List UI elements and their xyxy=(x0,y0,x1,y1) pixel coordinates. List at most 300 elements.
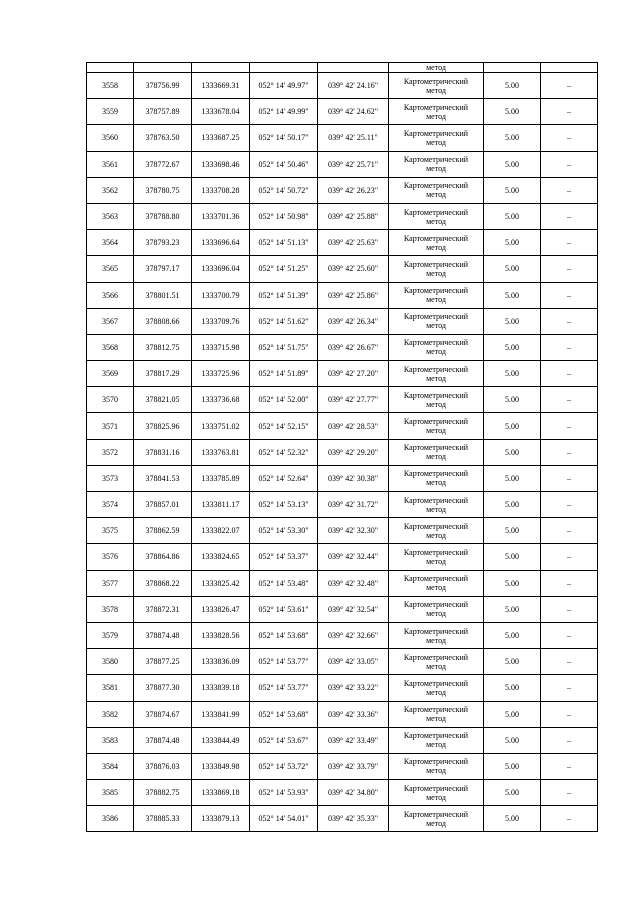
longitude-cell: 039° 42' 27.20" xyxy=(318,361,389,387)
y-coordinate-cell: 1333785.89 xyxy=(192,465,250,491)
method-line-2: метод xyxy=(426,164,446,174)
method-line-1: Картометрический xyxy=(403,155,469,165)
note-cell: – xyxy=(541,544,598,570)
point-number-cell: 3586 xyxy=(87,806,134,832)
method-line-1: Картометрический xyxy=(403,417,469,427)
table-cell xyxy=(484,63,541,73)
method-cell xyxy=(389,727,484,753)
y-coordinate-cell: 1333700.79 xyxy=(192,282,250,308)
table-row xyxy=(87,151,598,177)
accuracy-cell: 5.00 xyxy=(484,256,541,282)
method-line-2: метод xyxy=(426,347,446,357)
method-line-1: Картометрический xyxy=(403,102,469,112)
note-cell: – xyxy=(541,780,598,806)
latitude-cell: 052° 14' 50.72" xyxy=(250,177,318,203)
x-coordinate-cell: 378877.30 xyxy=(134,675,192,701)
coordinates-table xyxy=(86,62,598,832)
method-line-2: метод xyxy=(426,635,446,645)
method-line-1: Картометрический xyxy=(403,731,469,741)
longitude-cell: 039° 42' 32.54" xyxy=(318,596,389,622)
y-coordinate-cell: 1333822.07 xyxy=(192,518,250,544)
method-line-1: Картометрический xyxy=(403,678,469,688)
latitude-cell: 052° 14' 49.97" xyxy=(250,73,318,99)
accuracy-cell: 5.00 xyxy=(484,806,541,832)
point-number-cell: 3582 xyxy=(87,701,134,727)
x-coordinate-cell: 378872.31 xyxy=(134,596,192,622)
table-row xyxy=(87,203,598,229)
note-cell: – xyxy=(541,99,598,125)
method-line-2: метод xyxy=(426,321,446,331)
method-cell xyxy=(389,649,484,675)
method-line-2: метод xyxy=(426,714,446,724)
table-row-continuation xyxy=(87,63,598,73)
accuracy-cell: 5.00 xyxy=(484,151,541,177)
point-number-cell: 3561 xyxy=(87,151,134,177)
x-coordinate-cell: 378841.53 xyxy=(134,465,192,491)
method-line-2: метод xyxy=(426,687,446,697)
point-number-cell: 3567 xyxy=(87,308,134,334)
x-coordinate-cell: 378756.99 xyxy=(134,73,192,99)
note-cell: – xyxy=(541,177,598,203)
method-line-2: метод xyxy=(426,295,446,305)
y-coordinate-cell: 1333839.18 xyxy=(192,675,250,701)
table-row xyxy=(87,256,598,282)
accuracy-cell: 5.00 xyxy=(484,282,541,308)
table-row xyxy=(87,622,598,648)
x-coordinate-cell: 378808.66 xyxy=(134,308,192,334)
note-cell: – xyxy=(541,256,598,282)
note-cell: – xyxy=(541,151,598,177)
accuracy-cell: 5.00 xyxy=(484,361,541,387)
x-coordinate-cell: 378821.05 xyxy=(134,387,192,413)
longitude-cell: 039° 42' 26.23" xyxy=(318,177,389,203)
point-number-cell: 3575 xyxy=(87,518,134,544)
y-coordinate-cell: 1333678.04 xyxy=(192,99,250,125)
point-number-cell: 3559 xyxy=(87,99,134,125)
point-number-cell: 3565 xyxy=(87,256,134,282)
table-row xyxy=(87,230,598,256)
method-line-2: метод xyxy=(426,583,446,593)
longitude-cell: 039° 42' 27.77" xyxy=(318,387,389,413)
x-coordinate-cell: 378874.48 xyxy=(134,622,192,648)
accuracy-cell: 5.00 xyxy=(484,439,541,465)
note-cell: – xyxy=(541,413,598,439)
point-number-cell: 3570 xyxy=(87,387,134,413)
y-coordinate-cell: 1333844.49 xyxy=(192,727,250,753)
method-line-1: Картометрический xyxy=(403,312,469,322)
longitude-cell: 039° 42' 32.44" xyxy=(318,544,389,570)
table-row xyxy=(87,780,598,806)
table-cell xyxy=(250,63,318,73)
longitude-cell: 039° 42' 33.05" xyxy=(318,649,389,675)
method-cell xyxy=(389,361,484,387)
latitude-cell: 052° 14' 51.39" xyxy=(250,282,318,308)
method-cell xyxy=(389,387,484,413)
longitude-cell: 039° 42' 25.71" xyxy=(318,151,389,177)
accuracy-cell: 5.00 xyxy=(484,649,541,675)
table-row xyxy=(87,806,598,832)
point-number-cell: 3584 xyxy=(87,753,134,779)
method-cell xyxy=(389,439,484,465)
method-line-1: Картометрический xyxy=(403,364,469,374)
note-cell: – xyxy=(541,570,598,596)
longitude-cell: 039° 42' 24.62" xyxy=(318,99,389,125)
method-cell xyxy=(389,675,484,701)
note-cell: – xyxy=(541,753,598,779)
note-cell: – xyxy=(541,596,598,622)
method-line-2: метод xyxy=(426,373,446,383)
y-coordinate-cell: 1333811.17 xyxy=(192,492,250,518)
longitude-cell: 039° 42' 24.16" xyxy=(318,73,389,99)
note-cell: – xyxy=(541,518,598,544)
note-cell: – xyxy=(541,308,598,334)
latitude-cell: 052° 14' 51.89" xyxy=(250,361,318,387)
method-line-2: метод xyxy=(426,426,446,436)
method-cell xyxy=(389,230,484,256)
table-row xyxy=(87,727,598,753)
x-coordinate-cell: 378793.23 xyxy=(134,230,192,256)
table-row xyxy=(87,753,598,779)
latitude-cell: 052° 14' 50.98" xyxy=(250,203,318,229)
y-coordinate-cell: 1333698.46 xyxy=(192,151,250,177)
table-row xyxy=(87,465,598,491)
y-coordinate-cell: 1333836.09 xyxy=(192,649,250,675)
method-line-2: метод xyxy=(426,740,446,750)
method-cell xyxy=(389,544,484,570)
y-coordinate-cell: 1333669.31 xyxy=(192,73,250,99)
longitude-cell: 039° 42' 34.80" xyxy=(318,780,389,806)
latitude-cell: 052° 14' 53.77" xyxy=(250,649,318,675)
y-coordinate-cell: 1333825.42 xyxy=(192,570,250,596)
method-cell xyxy=(389,413,484,439)
point-number-cell: 3572 xyxy=(87,439,134,465)
table-row xyxy=(87,125,598,151)
point-number-cell: 3576 xyxy=(87,544,134,570)
longitude-cell: 039° 42' 26.34" xyxy=(318,308,389,334)
longitude-cell: 039° 42' 25.63" xyxy=(318,230,389,256)
method-cell xyxy=(389,518,484,544)
note-cell: – xyxy=(541,675,598,701)
longitude-cell: 039° 42' 33.22" xyxy=(318,675,389,701)
accuracy-cell: 5.00 xyxy=(484,230,541,256)
point-number-cell: 3579 xyxy=(87,622,134,648)
point-number-cell: 3573 xyxy=(87,465,134,491)
method-line-1: Картометрический xyxy=(403,652,469,662)
method-line-1: Картометрический xyxy=(403,469,469,479)
x-coordinate-cell: 378780.75 xyxy=(134,177,192,203)
longitude-cell: 039° 42' 32.66" xyxy=(318,622,389,648)
accuracy-cell: 5.00 xyxy=(484,177,541,203)
x-coordinate-cell: 378831.16 xyxy=(134,439,192,465)
method-line-1: Картометрический xyxy=(403,233,469,243)
y-coordinate-cell: 1333715.98 xyxy=(192,334,250,360)
note-cell: – xyxy=(541,727,598,753)
table-row xyxy=(87,701,598,727)
y-coordinate-cell: 1333736.68 xyxy=(192,387,250,413)
accuracy-cell: 5.00 xyxy=(484,518,541,544)
y-coordinate-cell: 1333751.02 xyxy=(192,413,250,439)
y-coordinate-cell: 1333725.96 xyxy=(192,361,250,387)
table-row xyxy=(87,492,598,518)
table-cell xyxy=(541,63,598,73)
method-line-2: метод xyxy=(426,792,446,802)
latitude-cell: 052° 14' 53.30" xyxy=(250,518,318,544)
method-cell xyxy=(389,308,484,334)
method-cell xyxy=(389,492,484,518)
latitude-cell: 052° 14' 54.01" xyxy=(250,806,318,832)
point-number-cell: 3562 xyxy=(87,177,134,203)
point-number-cell: 3578 xyxy=(87,596,134,622)
longitude-cell: 039° 42' 35.33" xyxy=(318,806,389,832)
x-coordinate-cell: 378825.96 xyxy=(134,413,192,439)
point-number-cell: 3569 xyxy=(87,361,134,387)
latitude-cell: 052° 14' 52.15" xyxy=(250,413,318,439)
table-row xyxy=(87,675,598,701)
table-row xyxy=(87,177,598,203)
longitude-cell: 039° 42' 32.30" xyxy=(318,518,389,544)
x-coordinate-cell: 378868.22 xyxy=(134,570,192,596)
note-cell: – xyxy=(541,701,598,727)
method-line-2: метод xyxy=(426,137,446,147)
method-line-1: Картометрический xyxy=(403,783,469,793)
method-cell xyxy=(389,780,484,806)
x-coordinate-cell: 378801.51 xyxy=(134,282,192,308)
method-line-1: Картометрический xyxy=(403,443,469,453)
method-line-1: Картометрический xyxy=(403,757,469,767)
method-line-2: метод xyxy=(426,818,446,828)
note-cell: – xyxy=(541,622,598,648)
point-number-cell: 3580 xyxy=(87,649,134,675)
method-line-2: метод xyxy=(426,530,446,540)
point-number-cell: 3577 xyxy=(87,570,134,596)
x-coordinate-cell: 378864.86 xyxy=(134,544,192,570)
point-number-cell: 3583 xyxy=(87,727,134,753)
point-number-cell: 3558 xyxy=(87,73,134,99)
longitude-cell: 039° 42' 29.20" xyxy=(318,439,389,465)
note-cell: – xyxy=(541,387,598,413)
accuracy-cell: 5.00 xyxy=(484,308,541,334)
note-cell: – xyxy=(541,73,598,99)
latitude-cell: 052° 14' 53.67" xyxy=(250,727,318,753)
accuracy-cell: 5.00 xyxy=(484,701,541,727)
note-cell: – xyxy=(541,492,598,518)
point-number-cell: 3581 xyxy=(87,675,134,701)
method-line-1: Картометрический xyxy=(403,495,469,505)
point-number-cell: 3571 xyxy=(87,413,134,439)
point-number-cell: 3560 xyxy=(87,125,134,151)
method-cell xyxy=(389,73,484,99)
method-line-2: метод xyxy=(426,766,446,776)
longitude-cell: 039° 42' 25.88" xyxy=(318,203,389,229)
note-cell: – xyxy=(541,806,598,832)
method-cell xyxy=(389,151,484,177)
table-row xyxy=(87,282,598,308)
table-row xyxy=(87,361,598,387)
y-coordinate-cell: 1333696.64 xyxy=(192,230,250,256)
accuracy-cell: 5.00 xyxy=(484,596,541,622)
table-row xyxy=(87,73,598,99)
accuracy-cell: 5.00 xyxy=(484,334,541,360)
method-line-1: Картометрический xyxy=(403,207,469,217)
longitude-cell: 039° 42' 30.38" xyxy=(318,465,389,491)
method-cell xyxy=(389,753,484,779)
longitude-cell: 039° 42' 26.67" xyxy=(318,334,389,360)
accuracy-cell: 5.00 xyxy=(484,570,541,596)
y-coordinate-cell: 1333708.28 xyxy=(192,177,250,203)
longitude-cell: 039° 42' 31.72" xyxy=(318,492,389,518)
method-line-1: Картометрический xyxy=(403,547,469,557)
table-row xyxy=(87,439,598,465)
note-cell: – xyxy=(541,465,598,491)
y-coordinate-cell: 1333687.25 xyxy=(192,125,250,151)
table-row xyxy=(87,99,598,125)
y-coordinate-cell: 1333763.81 xyxy=(192,439,250,465)
table-cell xyxy=(192,63,250,73)
y-coordinate-cell: 1333824.65 xyxy=(192,544,250,570)
accuracy-cell: 5.00 xyxy=(484,413,541,439)
note-cell: – xyxy=(541,334,598,360)
method-cell xyxy=(389,282,484,308)
table-row xyxy=(87,544,598,570)
accuracy-cell: 5.00 xyxy=(484,753,541,779)
note-cell: – xyxy=(541,649,598,675)
method-cell xyxy=(389,622,484,648)
longitude-cell: 039° 42' 28.53" xyxy=(318,413,389,439)
longitude-cell: 039° 42' 33.36" xyxy=(318,701,389,727)
latitude-cell: 052° 14' 53.68" xyxy=(250,622,318,648)
method-cell xyxy=(389,177,484,203)
x-coordinate-cell: 378757.89 xyxy=(134,99,192,125)
latitude-cell: 052° 14' 53.93" xyxy=(250,780,318,806)
note-cell: – xyxy=(541,203,598,229)
method-line-1: Картометрический xyxy=(403,626,469,636)
method-line-2: метод xyxy=(426,216,446,226)
longitude-cell: 039° 42' 32.48" xyxy=(318,570,389,596)
note-cell: – xyxy=(541,439,598,465)
note-cell: – xyxy=(541,361,598,387)
method-line-1: Картометрический xyxy=(403,521,469,531)
x-coordinate-cell: 378772.67 xyxy=(134,151,192,177)
method-cell xyxy=(389,99,484,125)
method-line-2: метод xyxy=(426,268,446,278)
note-cell: – xyxy=(541,282,598,308)
latitude-cell: 052° 14' 53.37" xyxy=(250,544,318,570)
x-coordinate-cell: 378812.75 xyxy=(134,334,192,360)
method-line-2: метод xyxy=(426,399,446,409)
x-coordinate-cell: 378874.48 xyxy=(134,727,192,753)
x-coordinate-cell: 378877.25 xyxy=(134,649,192,675)
accuracy-cell: 5.00 xyxy=(484,622,541,648)
longitude-cell: 039° 42' 33.79" xyxy=(318,753,389,779)
latitude-cell: 052° 14' 53.77" xyxy=(250,675,318,701)
latitude-cell: 052° 14' 53.13" xyxy=(250,492,318,518)
table-row xyxy=(87,570,598,596)
method-line-2: метод xyxy=(426,504,446,514)
accuracy-cell: 5.00 xyxy=(484,492,541,518)
method-line-1: Картометрический xyxy=(403,809,469,819)
x-coordinate-cell: 378876.03 xyxy=(134,753,192,779)
latitude-cell: 052° 14' 52.64" xyxy=(250,465,318,491)
table-row xyxy=(87,308,598,334)
accuracy-cell: 5.00 xyxy=(484,780,541,806)
accuracy-cell: 5.00 xyxy=(484,675,541,701)
accuracy-cell: 5.00 xyxy=(484,387,541,413)
latitude-cell: 052° 14' 50.17" xyxy=(250,125,318,151)
table-row xyxy=(87,518,598,544)
method-line-1: Картометрический xyxy=(403,181,469,191)
latitude-cell: 052° 14' 51.75" xyxy=(250,334,318,360)
x-coordinate-cell: 378862.59 xyxy=(134,518,192,544)
accuracy-cell: 5.00 xyxy=(484,73,541,99)
note-cell: – xyxy=(541,125,598,151)
longitude-cell: 039° 42' 25.86" xyxy=(318,282,389,308)
latitude-cell: 052° 14' 52.00" xyxy=(250,387,318,413)
method-line-1: Картометрический xyxy=(403,76,469,86)
point-number-cell: 3574 xyxy=(87,492,134,518)
method-line-2: метод xyxy=(426,242,446,252)
table-row xyxy=(87,387,598,413)
note-cell: – xyxy=(541,230,598,256)
table-row xyxy=(87,649,598,675)
point-number-cell: 3564 xyxy=(87,230,134,256)
method-line-1: Картометрический xyxy=(403,286,469,296)
table-cell xyxy=(134,63,192,73)
x-coordinate-cell: 378817.29 xyxy=(134,361,192,387)
x-coordinate-cell: 378797.17 xyxy=(134,256,192,282)
latitude-cell: 052° 14' 52.32" xyxy=(250,439,318,465)
longitude-cell: 039° 42' 25.11" xyxy=(318,125,389,151)
latitude-cell: 052° 14' 51.13" xyxy=(250,230,318,256)
table-row xyxy=(87,334,598,360)
method-cell xyxy=(389,465,484,491)
point-number-cell: 3566 xyxy=(87,282,134,308)
method-line-2: метод xyxy=(426,609,446,619)
method-cell xyxy=(389,806,484,832)
latitude-cell: 052° 14' 53.48" xyxy=(250,570,318,596)
method-cell-tail: метод xyxy=(389,63,484,73)
accuracy-cell: 5.00 xyxy=(484,125,541,151)
y-coordinate-cell: 1333841.99 xyxy=(192,701,250,727)
accuracy-cell: 5.00 xyxy=(484,203,541,229)
latitude-cell: 052° 14' 53.61" xyxy=(250,596,318,622)
y-coordinate-cell: 1333828.56 xyxy=(192,622,250,648)
x-coordinate-cell: 378857.01 xyxy=(134,492,192,518)
table-row xyxy=(87,413,598,439)
method-cell xyxy=(389,596,484,622)
method-cell xyxy=(389,701,484,727)
method-cell xyxy=(389,570,484,596)
y-coordinate-cell: 1333826.47 xyxy=(192,596,250,622)
method-line-2: метод xyxy=(426,661,446,671)
accuracy-cell: 5.00 xyxy=(484,544,541,570)
longitude-cell: 039° 42' 33.49" xyxy=(318,727,389,753)
y-coordinate-cell: 1333709.76 xyxy=(192,308,250,334)
method-line-2: метод xyxy=(426,556,446,566)
accuracy-cell: 5.00 xyxy=(484,99,541,125)
method-line-1: Картометрический xyxy=(403,574,469,584)
point-number-cell: 3563 xyxy=(87,203,134,229)
point-number-cell: 3568 xyxy=(87,334,134,360)
table-cell xyxy=(318,63,389,73)
x-coordinate-cell: 378882.75 xyxy=(134,780,192,806)
accuracy-cell: 5.00 xyxy=(484,727,541,753)
method-line-1: Картометрический xyxy=(403,390,469,400)
y-coordinate-cell: 1333879.13 xyxy=(192,806,250,832)
latitude-cell: 052° 14' 51.25" xyxy=(250,256,318,282)
x-coordinate-cell: 378763.50 xyxy=(134,125,192,151)
x-coordinate-cell: 378788.80 xyxy=(134,203,192,229)
point-number-cell: 3585 xyxy=(87,780,134,806)
